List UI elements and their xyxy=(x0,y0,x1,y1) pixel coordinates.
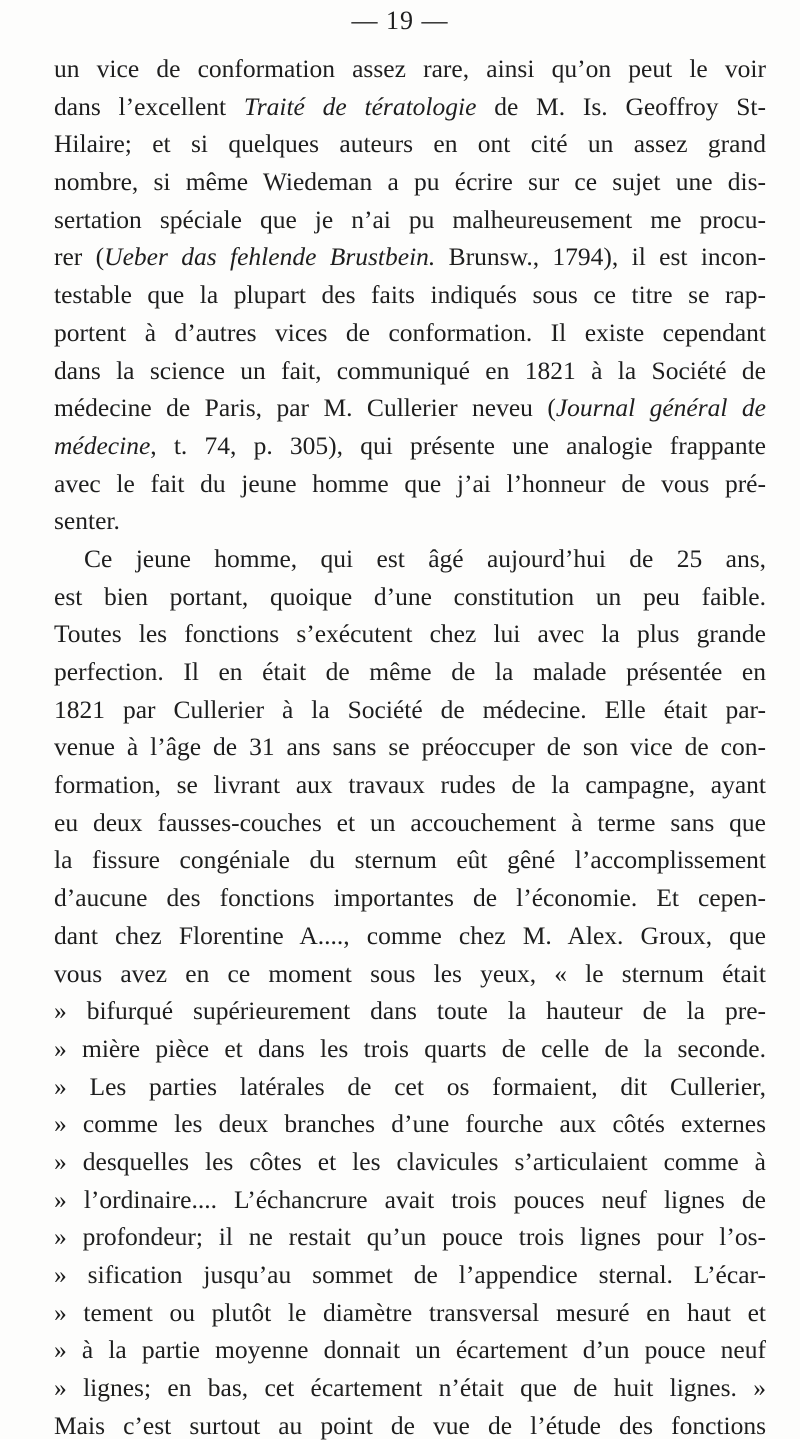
text-run: dans la science un fait, communiqué en 1821 à la Société de xyxy=(54,355,766,385)
text-run: » à la partie moyenne donnait un écartement d’un pouce neuf xyxy=(54,1335,766,1365)
text-run: » mière pièce et dans les trois quarts de celle de la seconde. xyxy=(54,1033,766,1063)
text-line xyxy=(54,502,766,540)
text-run: sertation spéciale que je n’ai pu malheureusement me procu- xyxy=(54,204,766,234)
text-line xyxy=(54,804,766,842)
text-line xyxy=(54,88,766,126)
text-run: 1821 par Cullerier à la Société de médecine. Elle était par- xyxy=(54,694,766,724)
text-run: Hilaire; et si quelques auteurs en ont cité un assez grand xyxy=(54,129,766,159)
text-line xyxy=(54,917,766,955)
text-run: » desquelles les côtes et les clavicules s’articulaient comme à xyxy=(54,1146,766,1176)
text-line xyxy=(54,163,766,201)
text-run: , t. 74, p. 305), qui présente une analogie frappante xyxy=(150,430,766,460)
text-line xyxy=(54,1218,766,1256)
text-line xyxy=(54,1331,766,1369)
text-run: » lignes; en bas, cet écartement n’était que de huit lignes. » xyxy=(54,1373,766,1403)
text-run: » tement ou plutôt le diamètre transversal mesuré en haut et xyxy=(54,1297,766,1327)
text-line xyxy=(54,389,766,427)
text-run: nombre, si même Wiedeman a pu écrire sur ce sujet une dis- xyxy=(54,167,766,197)
text-line xyxy=(54,540,766,578)
text-run: » comme les deux branches d’une fourche aux côtés externes xyxy=(54,1109,766,1139)
text-line xyxy=(54,691,766,729)
text-line xyxy=(54,578,766,616)
text-line xyxy=(54,766,766,804)
text-run: » bifurqué supérieurement dans toute la hauteur de la pre- xyxy=(54,996,766,1026)
text-run: senter. xyxy=(54,506,120,536)
text-run: avec le fait du jeune homme que j’ai l’honneur de vous pré- xyxy=(54,468,766,498)
text-run: Toutes les fonctions s’exécutent chez lui avec la plus grande xyxy=(54,619,766,649)
text-line xyxy=(54,1294,766,1332)
text-line xyxy=(54,427,766,465)
text-run: » profondeur; il ne restait qu’un pouce trois lignes pour l’os- xyxy=(54,1222,766,1252)
italic-text: Ueber das fehlende Brustbein. xyxy=(104,242,436,272)
text-line xyxy=(54,1181,766,1219)
text-run: » Les parties latérales de cet os formaient, dit Cullerier, xyxy=(54,1071,766,1101)
text-run: perfection. Il en était de même de la malade présentée en xyxy=(54,657,766,686)
text-run: un vice de conformation assez rare, ainsi qu’on peut le voir xyxy=(54,54,766,83)
text-line xyxy=(54,1030,766,1068)
body-text xyxy=(54,50,766,1444)
text-line xyxy=(54,201,766,239)
text-run: rer ( xyxy=(54,242,105,272)
italic-text: Traité de tératologie xyxy=(243,91,477,121)
text-line xyxy=(54,1105,766,1143)
text-run: portent à d’autres vices de conformation. Il existe cependant xyxy=(54,317,766,347)
text-run: formation, se livrant aux travaux rudes de la campagne, ayant xyxy=(54,770,766,800)
text-run: dant chez Florentine A...., comme chez M. Alex. Groux, que xyxy=(54,920,766,950)
text-line xyxy=(54,50,766,88)
text-run: eu deux fausses-couches et un accouchement à terme sans que xyxy=(54,807,766,837)
text-line xyxy=(54,314,766,352)
text-run: Mais c’est surtout au point de vue de l’étude des fonctions xyxy=(54,1410,766,1440)
text-line xyxy=(54,352,766,390)
text-run: la fissure congéniale du sternum eût gêné l’accomplissement xyxy=(54,845,766,875)
text-run: » l’ordinaire.... L’échancrure avait trois pouces neuf lignes de xyxy=(54,1184,766,1214)
text-run: d’aucune des fonctions importantes de l’économie. Et cepen- xyxy=(54,883,766,913)
text-line xyxy=(54,125,766,163)
text-line xyxy=(54,1369,766,1407)
page-number: — 19 — xyxy=(351,6,449,35)
text-run: testable que la plupart des faits indiqués sous ce titre se rap- xyxy=(54,280,766,310)
text-line xyxy=(54,1407,766,1444)
text-line xyxy=(54,955,766,993)
text-line xyxy=(54,1256,766,1294)
text-line xyxy=(54,841,766,879)
text-line xyxy=(54,238,766,276)
text-run: Brunsw., 1794), il est incon- xyxy=(435,242,766,272)
text-line xyxy=(54,465,766,503)
text-run: Ce jeune homme, qui est âgé aujourd’hui de 25 ans, xyxy=(84,543,766,573)
text-run: » sification jusqu’au sommet de l’appendice sternal. L’écar- xyxy=(54,1260,766,1289)
text-line xyxy=(54,653,766,691)
text-line xyxy=(54,879,766,917)
text-run: venue à l’âge de 31 ans sans se préoccuper de son vice de con- xyxy=(54,732,766,762)
text-line xyxy=(54,728,766,766)
italic-text: Journal général de xyxy=(555,393,766,423)
text-run: dans l’excellent xyxy=(54,91,244,121)
italic-text: médecine xyxy=(54,430,151,460)
text-run: de M. Is. Geoffroy St- xyxy=(476,91,766,121)
text-line xyxy=(54,1143,766,1181)
text-run: vous avez en ce moment sous les yeux, « le sternum était xyxy=(54,958,766,988)
text-line xyxy=(54,1068,766,1106)
text-run: est bien portant, quoique d’une constitution un peu faible. xyxy=(54,581,766,611)
text-line xyxy=(54,276,766,314)
text-line xyxy=(54,615,766,653)
text-line xyxy=(54,992,766,1030)
text-run: médecine de Paris, par M. Cullerier neveu ( xyxy=(54,393,556,423)
